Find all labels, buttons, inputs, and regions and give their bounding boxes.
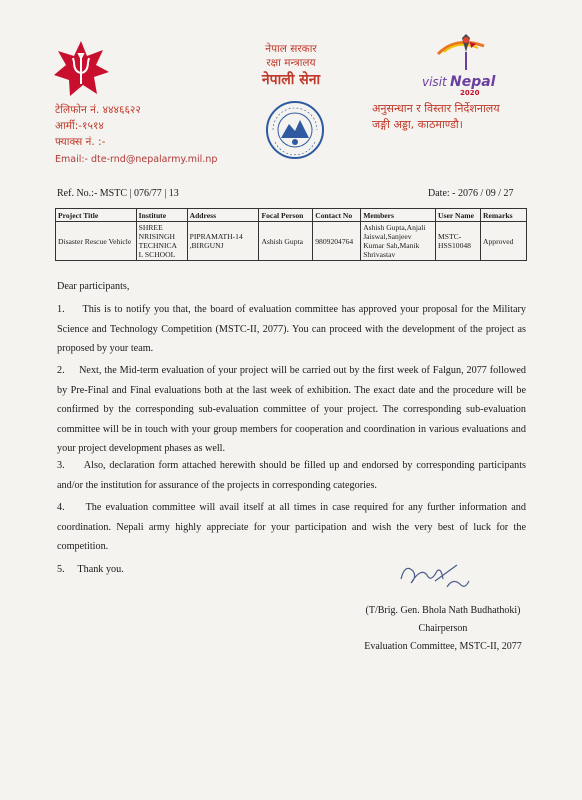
signatory-name: (T/Brig. Gen. Bhola Nath Budhathoki) <box>365 605 521 616</box>
paragraph-5: 5. Thank you. <box>57 564 124 575</box>
letter-date: Date: - 2076 / 09 / 27 <box>428 188 514 199</box>
phone-number: टेलिफोन नं. ४४४६६२२ <box>55 104 141 116</box>
signature-block <box>348 602 538 656</box>
column-header: Remarks <box>481 209 527 222</box>
address-cell <box>187 222 259 261</box>
salutation: Dear participants, <box>57 281 130 292</box>
address-line: ,BIRGUNJ <box>189 241 224 250</box>
member-line: Jaiswal,Sanjeev <box>363 232 412 241</box>
paragraph-4: 4. The evaluation committee will avail itself at all times in case required for any further information and coordination. Nepali army highly appreciate for your participation and wish the very best of luck for the competition. <box>57 502 526 553</box>
handwritten-signature <box>395 557 475 595</box>
directorate-location: जङ्गी अड्डा, काठमाण्डौ। <box>372 118 463 131</box>
directorate-name: अनुसन्धान र विस्तार निर्देशनालय <box>372 102 500 115</box>
ministry-title: रक्षा मन्त्रालय <box>266 57 316 69</box>
member-line: Ashish Gupta,Anjali <box>363 223 426 232</box>
institute-cell <box>136 222 187 261</box>
institute-line: SHREE <box>138 223 163 232</box>
year-text: 2020 <box>460 89 480 97</box>
institute-line: TECHNICA <box>138 241 178 250</box>
army-number: आर्मी:-१५१४ <box>55 120 104 132</box>
institute-line: NRISINGH <box>138 232 175 241</box>
members-cell <box>361 222 436 261</box>
column-header: Address <box>187 209 259 222</box>
letterhead-left <box>55 102 217 168</box>
member-line: Shrivastav <box>363 250 396 259</box>
table-row <box>56 222 527 261</box>
column-header: Project Title <box>56 209 137 222</box>
reference-number: Ref. No.:- MSTC | 076/77 | 13 <box>57 188 179 199</box>
fax-number: फ्याक्स नं. :- <box>55 136 106 148</box>
government-title: नेपाल सरकार <box>265 43 317 55</box>
paragraph-1: 1. This is to notify you that, the board of evaluation committee has approved your proposal for the Military Science and Technology Competition (MSTC-II, 2077). You can proceed with the development of the project as proposed by your team. <box>57 304 526 355</box>
visit-text: visit <box>422 75 447 89</box>
remarks-cell: Approved <box>481 222 527 261</box>
username-cell <box>436 222 481 261</box>
letterhead-right <box>372 101 572 133</box>
nepal-text: Nepal <box>450 74 496 90</box>
contact-cell: 9809204764 <box>313 222 361 261</box>
column-header: Focal Person <box>259 209 313 222</box>
focal-person-cell: Ashish Gupta <box>259 222 313 261</box>
institute-line: L SCHOOL <box>138 250 176 259</box>
signatory-role: Chairperson <box>418 623 468 634</box>
column-header: Contact No <box>313 209 361 222</box>
member-line: Kumar Sah,Manik <box>363 241 420 250</box>
army-title: नेपाली सेना <box>261 72 321 88</box>
project-table <box>55 208 527 261</box>
column-header: Institute <box>136 209 187 222</box>
visit-nepal-logo <box>418 32 504 98</box>
table-header-row <box>56 209 527 222</box>
directorate-seal-icon <box>265 100 325 162</box>
address-line: PIPRAMATH-14 <box>189 232 243 241</box>
project-title-cell: Disaster Rescue Vehicle <box>56 222 137 261</box>
letterhead-center <box>226 42 356 89</box>
email-address: Email:- dte-rnd@nepalarmy.mil.np <box>55 154 218 165</box>
username-line: MSTC- <box>438 232 462 241</box>
column-header: User Name <box>436 209 481 222</box>
signatory-committee: Evaluation Committee, MSTC-II, 2077 <box>364 641 522 652</box>
username-line: HSS10048 <box>438 241 471 250</box>
nepal-army-emblem-icon <box>52 40 110 98</box>
column-header: Members <box>361 209 436 222</box>
paragraph-2: 2. Next, the Mid-term evaluation of your project will be carried out by the first week of Falgun, 2077 followed by Pre-Final and Final evaluations both at the last week of exhibition. The exact date and the procedure will be confirmed by the corresponding sub-evaluation committee of your project. The corresponding sub-evaluation committee will be in touch with your group members for cooperation and coordination in various evaluations and your project development phases as well. <box>57 365 526 455</box>
paragraph-3: 3. Also, declaration form attached herewith should be filled up and endorsed by corresponding participants and/or the institution for assurance of the projects in corresponding categories. <box>57 460 526 491</box>
